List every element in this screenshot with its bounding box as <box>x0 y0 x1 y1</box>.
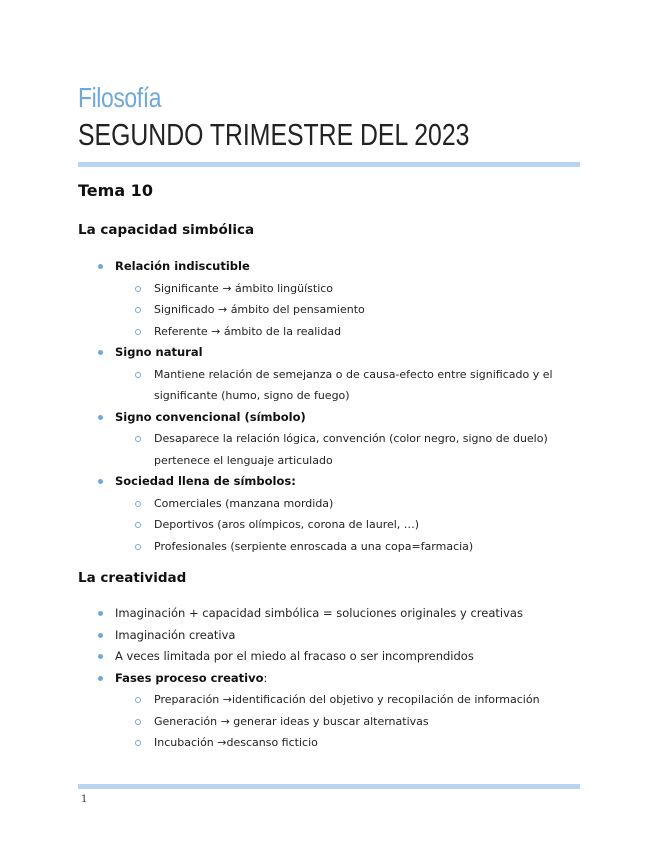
list-item <box>78 471 580 557</box>
topic-heading: Tema 10 <box>78 181 153 200</box>
list-item <box>78 342 580 407</box>
section-heading-creatividad: La creatividad <box>78 570 187 586</box>
term-title: SEGUNDO TRIMESTRE DEL 2023 <box>78 117 470 152</box>
list-item <box>78 625 580 647</box>
sub-list-item: Incubación →descanso ficticio <box>115 732 580 754</box>
sub-list-item: Preparación →identificación del objetivo y recopilación de información <box>115 689 580 711</box>
list-item-suffix: : <box>263 670 268 685</box>
list-item-text: Fases proceso creativo <box>115 670 264 685</box>
sub-list-item: Deportivos (aros olímpicos, corona de laurel, …) <box>115 514 580 536</box>
list-item-text: Signo convencional (símbolo) <box>115 409 306 424</box>
sub-list-item: Significado → ámbito del pensamiento <box>115 299 580 321</box>
section-heading-capacidad-simbolica: La capacidad simbólica <box>78 222 255 238</box>
list-item-text: Relación indiscutible <box>115 259 250 273</box>
list-item-text: Signo natural <box>115 345 203 359</box>
list-item <box>78 646 580 668</box>
sub-list-item: Mantiene relación de semejanza o de causa-efecto entre significado y el significante (humo, signo de fuego) <box>115 364 580 407</box>
sub-list-item: Comerciales (manzana mordida) <box>115 493 580 515</box>
list-item-text: Sociedad llena de símbolos: <box>115 474 296 488</box>
header-divider <box>78 162 580 167</box>
list-item-text: Imaginación creativa <box>115 627 236 642</box>
list-item-text: Imaginación + capacidad simbólica = soluciones originales y creativas <box>115 606 523 620</box>
sub-list-item: Desaparece la relación lógica, convención (color negro, signo de duelo) pertenece el lenguaje articulado <box>115 428 580 471</box>
sub-list <box>115 428 580 471</box>
sub-list-item: Referente → ámbito de la realidad <box>115 321 580 343</box>
sub-list-item: Significante → ámbito lingüístico <box>115 278 580 300</box>
sub-list-item: Generación → generar ideas y buscar alternativas <box>115 711 580 733</box>
list-item <box>78 256 580 342</box>
subject-title: Filosofía <box>78 82 162 113</box>
sub-list <box>115 493 580 558</box>
list-item <box>78 603 580 625</box>
sub-list <box>115 689 580 754</box>
list-item <box>78 407 580 472</box>
page-number: 1 <box>81 794 88 805</box>
section-list-capacidad-simbolica <box>78 256 580 557</box>
list-item-text: A veces limitada por el miedo al fracaso o ser incomprendidos <box>115 649 474 663</box>
sub-list <box>115 278 580 343</box>
list-item <box>78 668 580 754</box>
footer-divider <box>78 784 580 789</box>
sub-list <box>115 364 580 407</box>
section-list-creatividad <box>78 603 580 754</box>
sub-list-item: Profesionales (serpiente enroscada a una copa=farmacia) <box>115 536 580 558</box>
